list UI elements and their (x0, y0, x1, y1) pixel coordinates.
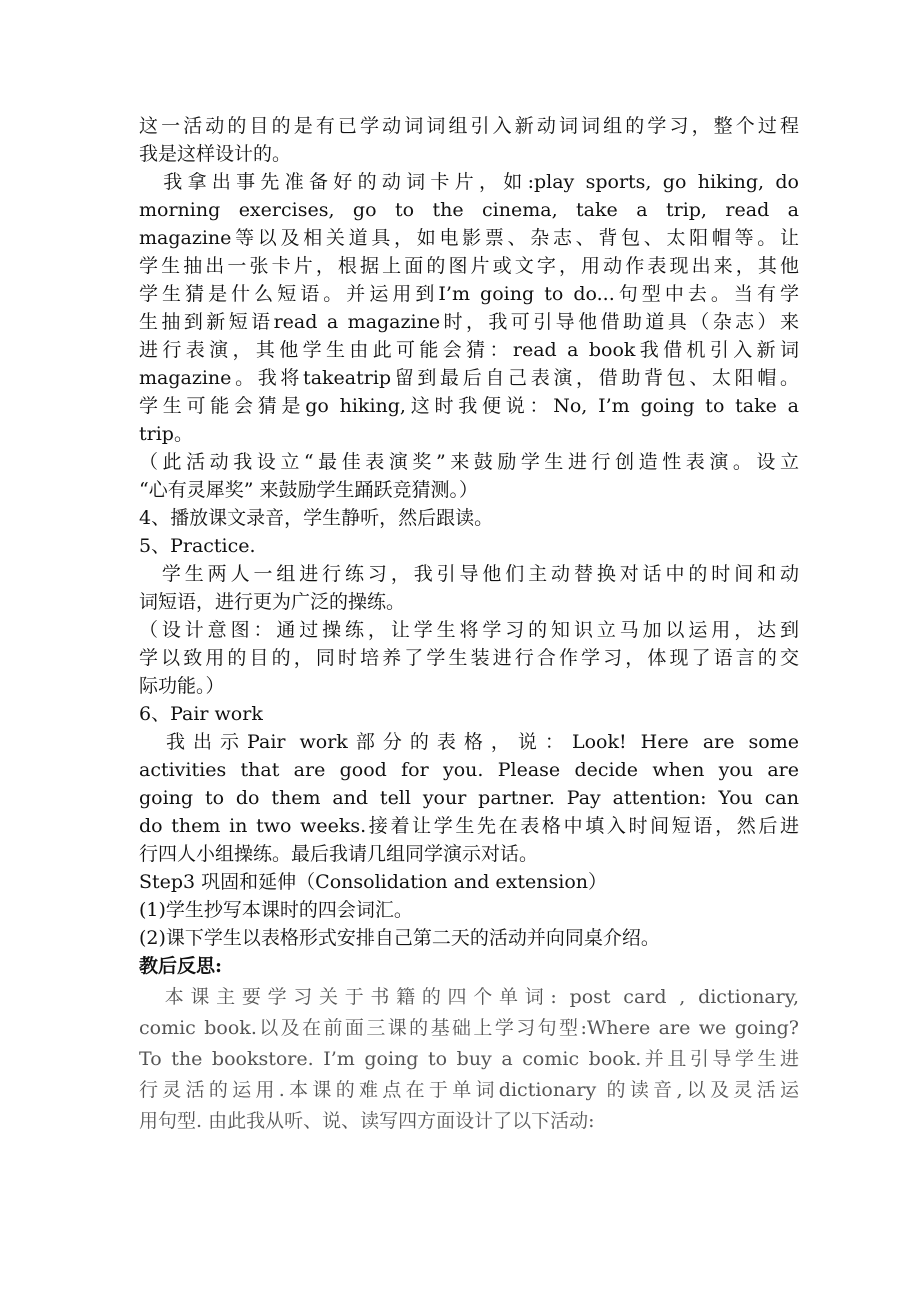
text-line: 这一活动的目的是有已学动词词组引入新动词词组的学习，整个过程 (139, 115, 799, 137)
text-line: magazine等以及相关道具，如电影票、杂志、背包、太阳帽等。让 (139, 227, 799, 249)
text-line: 行灵活的运用.本课的难点在于单词dictionary 的读音,以及灵活运 (139, 1079, 799, 1101)
text-line: （设计意图：通过操练，让学生将学习的知识立马加以运用，达到 (139, 619, 799, 641)
text-line: magazine。我将takeatrip留到最后自己表演，借助背包、太阳帽。 (139, 367, 799, 389)
text-line: 生抽到新短语read a magazine时，我可引导他借助道具（杂志）来 (139, 311, 799, 333)
text-line: 际功能。） (139, 675, 225, 697)
text-line: 行四人小组操练。最后我请几组同学演示对话。 (139, 843, 539, 865)
section-heading: Step3 巩固和延伸（Consolidation and extension） (139, 871, 608, 893)
text-line: trip。 (139, 423, 193, 445)
text-line: activities that are good for you. Please decide when you are (139, 759, 799, 781)
text-line: 我拿出事先准备好的动词卡片，如:play sports, go hiking, do (139, 171, 799, 193)
text-line: 词短语，进行更为广泛的操练。 (139, 591, 406, 613)
text-line: 进行表演，其他学生由此可能会猜：read a book我借机引入新词 (139, 339, 799, 361)
text-line: 5、Practice. (139, 535, 256, 557)
text-line: going to do them and tell your partner. Pay attention: You can (139, 787, 799, 809)
text-line: 6、Pair work (139, 703, 263, 725)
text-line: 学生两人一组进行练习，我引导他们主动替换对话中的时间和动 (139, 563, 799, 585)
text-line: 学生抽出一张卡片，根据上面的图片或文字，用动作表现出来，其他 (139, 255, 799, 277)
text-line: do them in two weeks.接着让学生先在表格中填入时间短语，然后进 (139, 815, 799, 837)
text-line: morning exercises, go to the cinema, take a trip, read a (139, 199, 799, 221)
text-line: (1)学生抄写本课时的四会词汇。 (139, 899, 413, 921)
text-line: 我出示Pair work部分的表格，说：Look! Here are some (139, 731, 799, 753)
text-line: 本课主要学习关于书籍的四个单词: post card , dictionary, (139, 986, 799, 1008)
text-line: （此活动我设立“最佳表演奖”来鼓励学生进行创造性表演。设立 (139, 451, 799, 473)
text-line: 我是这样设计的。 (139, 143, 292, 165)
text-line: comic book.以及在前面三课的基础上学习句型:Where are we going? (139, 1017, 799, 1039)
reflection-heading: 教后反思: (139, 955, 223, 977)
text-line: 用句型. 由此我从听、说、读写四方面设计了以下活动: (139, 1110, 595, 1132)
text-line: 学生可能会猜是go hiking,这时我便说：No, I’m going to take a (139, 395, 799, 417)
text-line: 4、播放课文录音，学生静听，然后跟读。 (139, 507, 494, 529)
text-line: 学生猜是什么短语。并运用到I’m going to do...句型中去。当有学 (139, 283, 799, 305)
text-line: To the bookstore. I’m going to buy a comic book.并且引导学生进 (139, 1048, 799, 1070)
text-line: 学以致用的目的，同时培养了学生装进行合作学习，体现了语言的交 (139, 647, 799, 669)
text-line: “心有灵犀奖” 来鼓励学生踊跃竞猜测。） (139, 479, 478, 501)
text-line: (2)课下学生以表格形式安排自己第二天的活动并向同桌介绍。 (139, 927, 660, 949)
